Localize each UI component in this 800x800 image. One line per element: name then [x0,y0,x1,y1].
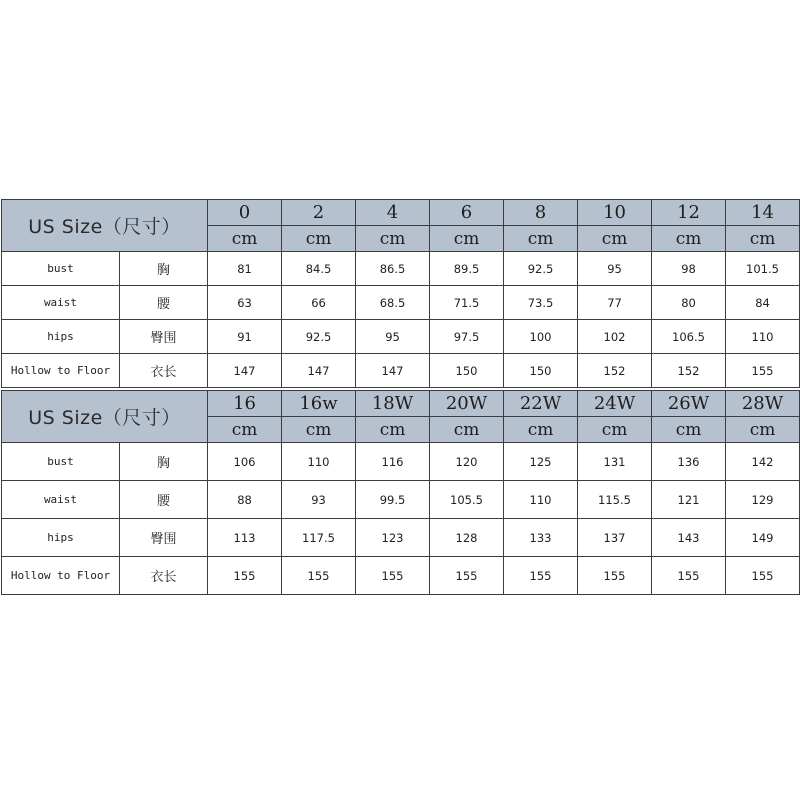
unit-label: cm [726,226,800,252]
measurement-value: 155 [726,354,800,388]
measurement-label-zh: 衣长 [120,557,208,595]
measurement-value: 110 [726,320,800,354]
size-header-row [2,391,800,417]
unit-label: cm [356,226,430,252]
measurement-value: 116 [356,443,430,481]
measurement-value: 106 [208,443,282,481]
measurement-value: 147 [356,354,430,388]
measurement-label-zh: 腰 [120,286,208,320]
measurement-value: 129 [726,481,800,519]
measurement-value: 113 [208,519,282,557]
measurement-row [2,481,800,519]
size-table-plus [1,390,800,595]
measurement-value: 152 [578,354,652,388]
size-column-label: 24W [578,391,652,417]
unit-label: cm [208,226,282,252]
measurement-value: 100 [504,320,578,354]
unit-label: cm [652,417,726,443]
measurement-value: 95 [578,252,652,286]
measurement-value: 110 [504,481,578,519]
measurement-label-zh: 臀围 [120,320,208,354]
measurement-value: 136 [652,443,726,481]
size-column-label: 0 [208,200,282,226]
measurement-value: 155 [578,557,652,595]
measurement-label-zh: 胸 [120,252,208,286]
measurement-value: 68.5 [356,286,430,320]
measurement-value: 147 [208,354,282,388]
measurement-value: 142 [726,443,800,481]
measurement-value: 125 [504,443,578,481]
unit-label: cm [430,226,504,252]
measurement-value: 155 [282,557,356,595]
size-column-label: 10 [578,200,652,226]
unit-label: cm [504,417,578,443]
unit-label: cm [578,226,652,252]
unit-label: cm [356,417,430,443]
measurement-row [2,557,800,595]
measurement-value: 147 [282,354,356,388]
size-column-label: 26W [652,391,726,417]
measurement-value: 150 [504,354,578,388]
measurement-row [2,320,800,354]
measurement-value: 105.5 [430,481,504,519]
measurement-value: 143 [652,519,726,557]
measurement-label-en: hips [2,519,120,557]
measurement-value: 155 [356,557,430,595]
measurement-label-en: bust [2,443,120,481]
size-column-label: 18W [356,391,430,417]
unit-label: cm [578,417,652,443]
measurement-value: 98 [652,252,726,286]
measurement-label-zh: 臀围 [120,519,208,557]
measurement-value: 117.5 [282,519,356,557]
unit-label: cm [208,417,282,443]
size-column-label: 6 [430,200,504,226]
measurement-value: 80 [652,286,726,320]
measurement-value: 155 [726,557,800,595]
size-table-body [2,391,800,595]
measurement-value: 155 [208,557,282,595]
size-column-label: 16w [282,391,356,417]
measurement-value: 102 [578,320,652,354]
measurement-value: 155 [504,557,578,595]
measurement-value: 131 [578,443,652,481]
unit-label: cm [726,417,800,443]
size-column-label: 16 [208,391,282,417]
measurement-value: 106.5 [652,320,726,354]
measurement-value: 73.5 [504,286,578,320]
measurement-value: 101.5 [726,252,800,286]
size-column-label: 4 [356,200,430,226]
measurement-value: 155 [430,557,504,595]
size-column-label: 28W [726,391,800,417]
measurement-value: 137 [578,519,652,557]
measurement-value: 95 [356,320,430,354]
size-header-row [2,200,800,226]
measurement-label-en: hips [2,320,120,354]
measurement-value: 123 [356,519,430,557]
measurement-value: 71.5 [430,286,504,320]
measurement-value: 86.5 [356,252,430,286]
unit-label: cm [430,417,504,443]
size-column-label: 14 [726,200,800,226]
unit-label: cm [282,226,356,252]
measurement-value: 133 [504,519,578,557]
unit-label: cm [504,226,578,252]
measurement-value: 84 [726,286,800,320]
measurement-value: 121 [652,481,726,519]
size-header-title: US Size（尺寸） [2,200,208,252]
measurement-label-en: waist [2,286,120,320]
size-table-standard [1,199,800,388]
measurement-label-zh: 胸 [120,443,208,481]
measurement-value: 128 [430,519,504,557]
measurement-value: 92.5 [282,320,356,354]
measurement-value: 92.5 [504,252,578,286]
measurement-row [2,252,800,286]
size-table-body [2,200,800,388]
measurement-value: 91 [208,320,282,354]
measurement-value: 63 [208,286,282,320]
measurement-label-en: bust [2,252,120,286]
measurement-value: 155 [652,557,726,595]
measurement-value: 152 [652,354,726,388]
measurement-row [2,519,800,557]
measurement-value: 93 [282,481,356,519]
measurement-value: 66 [282,286,356,320]
measurement-value: 97.5 [430,320,504,354]
unit-label: cm [282,417,356,443]
measurement-label-zh: 衣长 [120,354,208,388]
unit-label: cm [652,226,726,252]
size-column-label: 20W [430,391,504,417]
measurement-value: 88 [208,481,282,519]
measurement-row [2,354,800,388]
size-column-label: 22W [504,391,578,417]
measurement-label-en: Hollow to Floor [2,557,120,595]
size-column-label: 2 [282,200,356,226]
measurement-row [2,286,800,320]
measurement-value: 89.5 [430,252,504,286]
measurement-value: 77 [578,286,652,320]
measurement-label-en: waist [2,481,120,519]
measurement-value: 120 [430,443,504,481]
measurement-value: 99.5 [356,481,430,519]
size-header-title: US Size（尺寸） [2,391,208,443]
size-column-label: 8 [504,200,578,226]
measurement-value: 149 [726,519,800,557]
measurement-label-zh: 腰 [120,481,208,519]
measurement-value: 150 [430,354,504,388]
measurement-label-en: Hollow to Floor [2,354,120,388]
measurement-value: 84.5 [282,252,356,286]
measurement-value: 110 [282,443,356,481]
size-column-label: 12 [652,200,726,226]
measurement-value: 81 [208,252,282,286]
measurement-row [2,443,800,481]
measurement-value: 115.5 [578,481,652,519]
